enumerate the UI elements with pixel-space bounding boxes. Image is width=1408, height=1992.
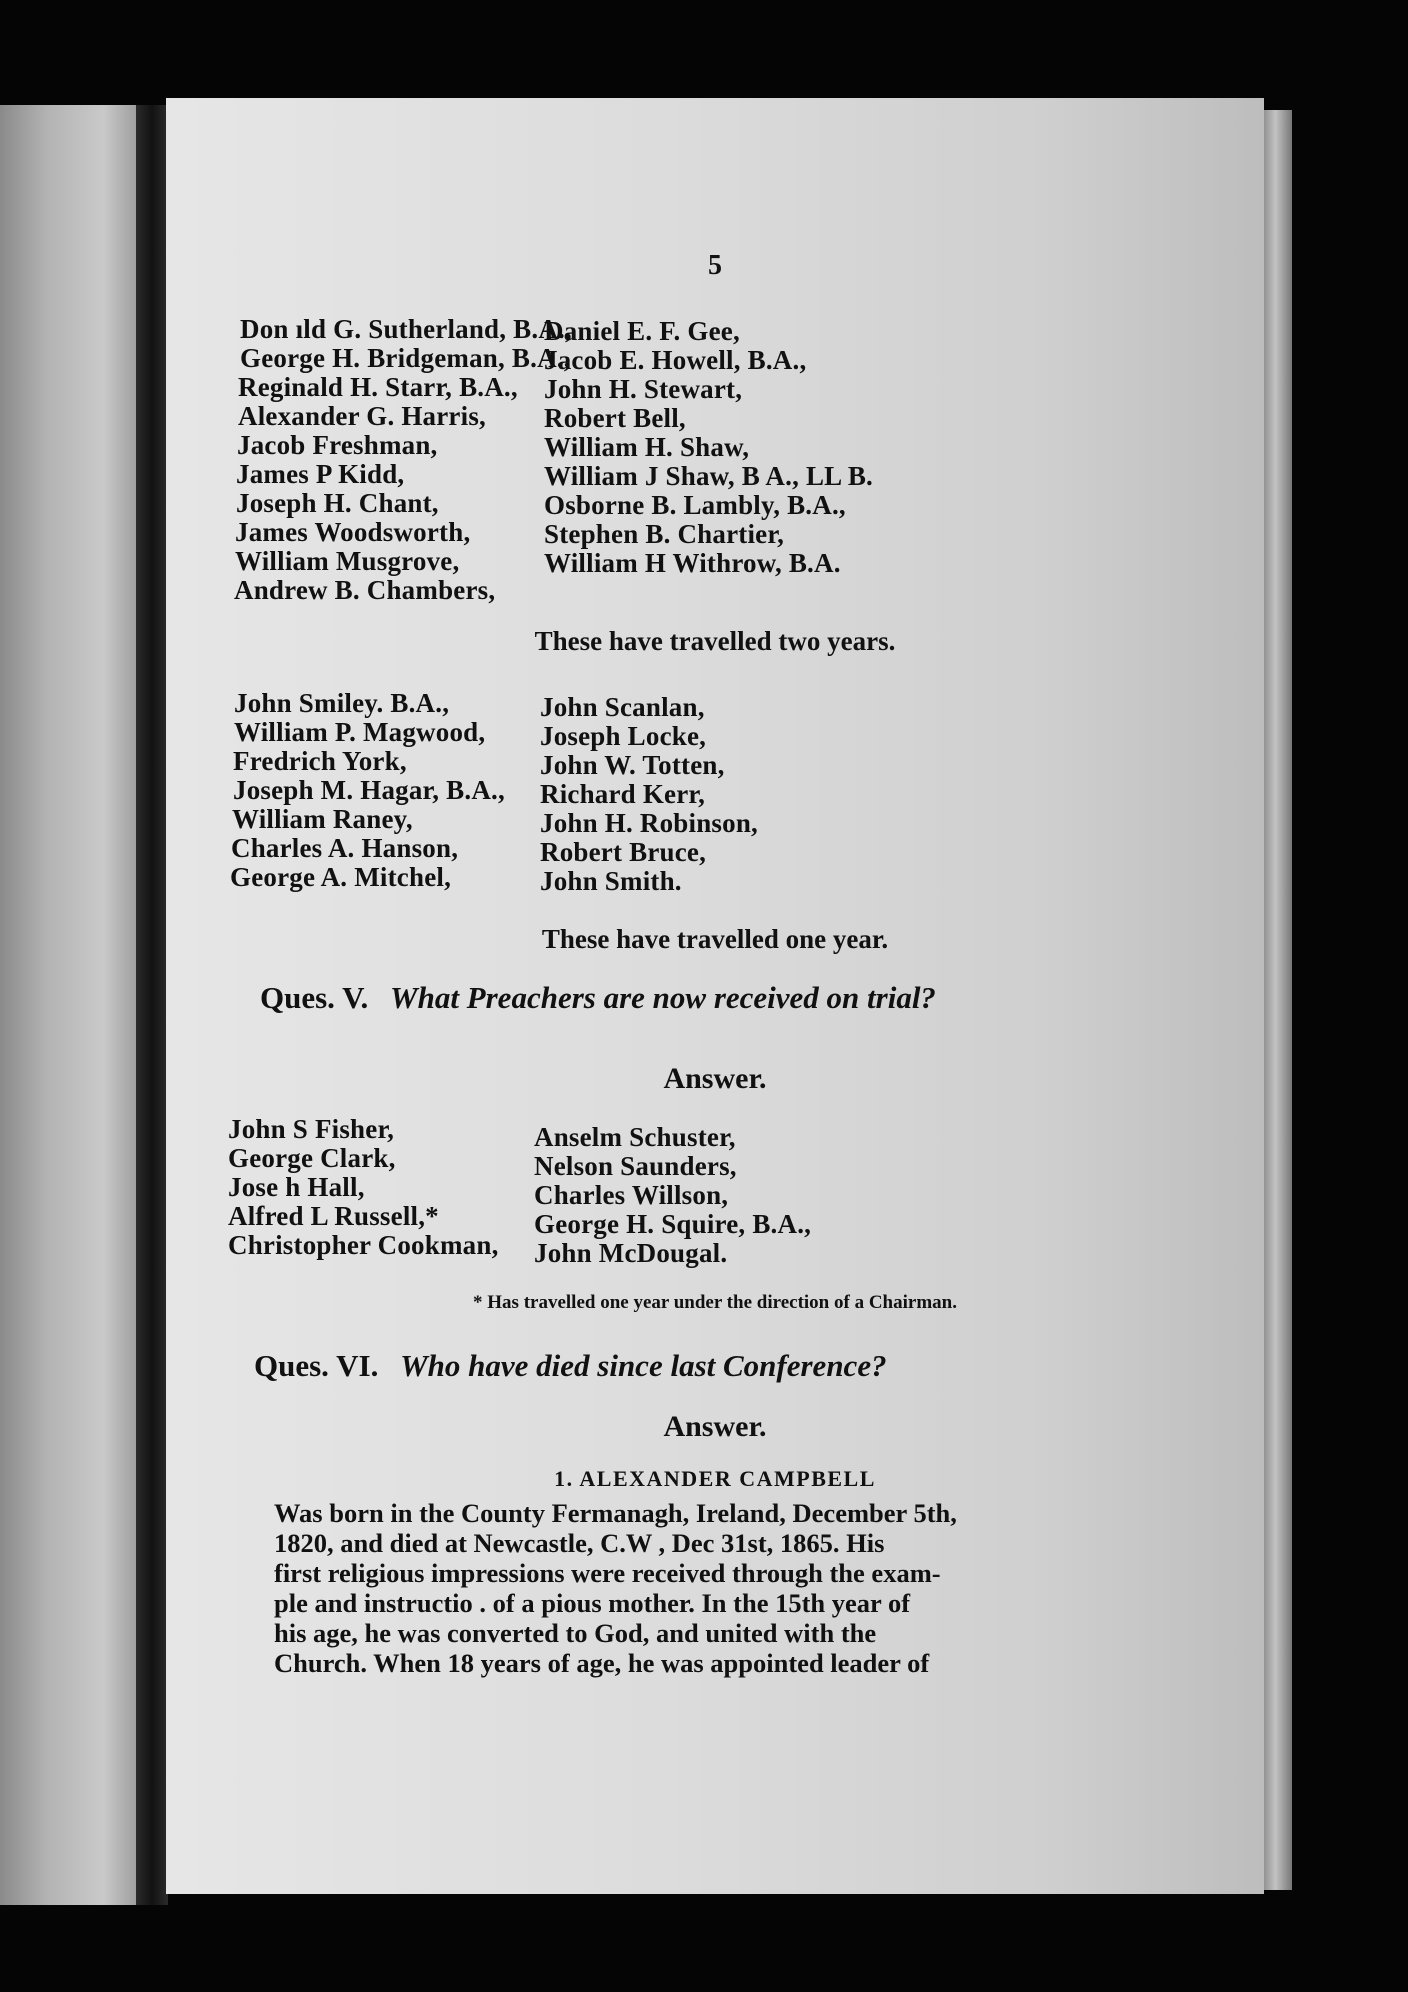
obituary-line: ple and instructio . of a pious mother. In the 15th year of xyxy=(274,1588,911,1618)
name-entry: John W. Totten, xyxy=(540,750,725,780)
name-entry: George H. Bridgeman, B.A., xyxy=(240,343,571,373)
obituary-line: his age, he was converted to God, and united with the xyxy=(274,1618,877,1648)
question-text: Who have died since last Conference? xyxy=(400,1348,887,1383)
name-entry: George H. Squire, B.A., xyxy=(534,1209,812,1239)
name-entry: Daniel E. F. Gee, xyxy=(544,316,740,346)
name-entry: William Musgrove, xyxy=(235,546,460,576)
name-entry: Richard Kerr, xyxy=(540,779,706,809)
name-entry: John H. Robinson, xyxy=(540,808,758,838)
page-number: 5 xyxy=(708,250,722,281)
footnote: * Has travelled one year under the direction of a Chairman. xyxy=(473,1292,957,1313)
name-entry: James Woodsworth, xyxy=(235,517,471,547)
name-entry: Reginald H. Starr, B.A., xyxy=(238,372,518,402)
name-entry: John McDougal. xyxy=(534,1238,728,1268)
name-entry: George Clark, xyxy=(228,1143,396,1173)
name-entry: Stephen B. Chartier, xyxy=(544,519,785,549)
name-entry: Osborne B. Lambly, B.A., xyxy=(544,490,846,520)
question-label: Ques. VI. xyxy=(254,1348,379,1383)
page-fore-edge xyxy=(1262,110,1292,1890)
name-entry: John Scanlan, xyxy=(540,692,705,722)
name-entry: John Smiley. B.A., xyxy=(234,688,450,718)
name-entry: Joseph Locke, xyxy=(540,721,707,751)
name-entry: John S Fisher, xyxy=(228,1114,395,1144)
name-entry: Charles A. Hanson, xyxy=(231,833,459,863)
name-entry: John H. Stewart, xyxy=(544,374,743,404)
obituary-line: 1820, and died at Newcastle, C.W , Dec 31st, 1865. His xyxy=(274,1528,885,1558)
question-five xyxy=(260,980,936,1016)
name-entry: James P Kidd, xyxy=(236,459,405,489)
facing-page-edge xyxy=(0,105,138,1905)
two-years-caption: These have travelled two years. xyxy=(534,626,896,656)
question-six xyxy=(254,1348,887,1384)
name-entry: Fredrich York, xyxy=(233,746,407,776)
name-entry: Don ıld G. Sutherland, B.A., xyxy=(240,314,572,344)
one-year-caption: These have travelled one year. xyxy=(541,924,889,954)
name-entry: William Raney, xyxy=(232,804,413,834)
name-entry: Andrew B. Chambers, xyxy=(234,575,496,605)
name-entry: William J Shaw, B A., LL B. xyxy=(544,461,874,491)
name-entry: Robert Bruce, xyxy=(540,837,707,867)
name-entry: Jose h Hall, xyxy=(228,1172,365,1202)
name-entry: Robert Bell, xyxy=(544,403,686,433)
obituary-line: Church. When 18 years of age, he was appointed leader of xyxy=(274,1648,930,1678)
book-gutter xyxy=(136,105,168,1905)
name-entry: John Smith. xyxy=(540,866,682,896)
name-entry: Alexander G. Harris, xyxy=(238,401,486,431)
question-label: Ques. V. xyxy=(260,980,369,1015)
name-entry: Christopher Cookman, xyxy=(228,1230,499,1260)
obituary-line: first religious impressions were received through the exam- xyxy=(274,1558,941,1588)
question-text: What Preachers are now received on trial? xyxy=(390,980,936,1015)
name-entry: Alfred L Russell,* xyxy=(228,1201,439,1231)
name-entry: William H Withrow, B.A. xyxy=(544,548,841,578)
book-page xyxy=(166,98,1264,1894)
name-entry: Jacob E. Howell, B.A., xyxy=(544,345,807,375)
name-entry: Jacob Freshman, xyxy=(237,430,438,460)
name-entry: George A. Mitchel, xyxy=(230,862,452,892)
answer-heading: Answer. xyxy=(663,1062,767,1095)
name-entry: Charles Willson, xyxy=(534,1180,729,1210)
name-entry: William H. Shaw, xyxy=(544,432,750,462)
obituary-line: Was born in the County Fermanagh, Ireland, December 5th, xyxy=(274,1498,957,1528)
name-entry: William P. Magwood, xyxy=(234,717,486,747)
name-entry: Joseph H. Chant, xyxy=(236,488,439,518)
answer-heading: Answer. xyxy=(663,1410,767,1443)
name-entry: Nelson Saunders, xyxy=(534,1151,737,1181)
name-entry: Anselm Schuster, xyxy=(534,1122,736,1152)
name-entry: Joseph M. Hagar, B.A., xyxy=(233,775,505,805)
obituary-heading: 1. ALEXANDER CAMPBELL xyxy=(554,1466,876,1491)
